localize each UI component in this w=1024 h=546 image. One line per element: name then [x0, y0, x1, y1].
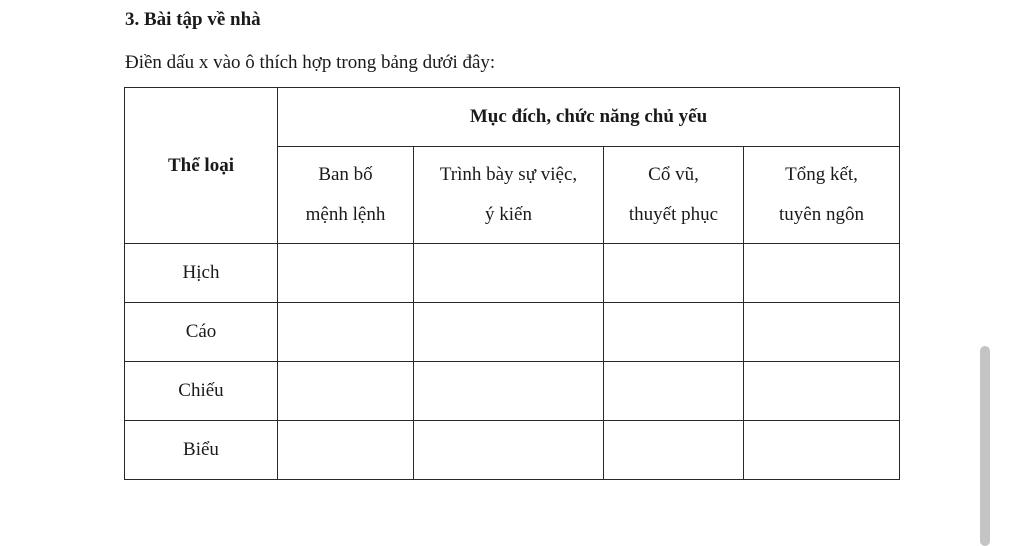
- table-row: [125, 303, 900, 362]
- mark-cell[interactable]: [414, 303, 604, 362]
- table-row: [125, 421, 900, 480]
- mark-cell[interactable]: [414, 362, 604, 421]
- column-header-tong-ket-tuyen-ngon: [744, 147, 900, 244]
- mark-cell[interactable]: [604, 362, 744, 421]
- column-header-line1: Tổng kết,: [785, 164, 858, 185]
- purpose-column-header: Mục đích, chức năng chủ yếu: [278, 88, 900, 147]
- vertical-scrollbar-thumb[interactable]: [980, 346, 990, 546]
- column-header-line2: mệnh lệnh: [305, 204, 386, 225]
- header-row-top: [125, 88, 900, 147]
- column-header-line1: Cổ vũ,: [648, 164, 699, 185]
- column-header-line2: ý kiến: [485, 204, 532, 225]
- exercise-table: [124, 87, 900, 480]
- mark-cell[interactable]: [414, 421, 604, 480]
- mark-cell[interactable]: [278, 303, 414, 362]
- column-header-line2: tuyên ngôn: [779, 204, 864, 225]
- mark-cell[interactable]: [414, 244, 604, 303]
- mark-cell[interactable]: [278, 244, 414, 303]
- mark-cell[interactable]: [744, 303, 900, 362]
- column-header-ban-bo-menh-lenh: [278, 147, 414, 244]
- homework-heading: 3. Bài tập về nhà: [125, 9, 261, 30]
- column-header-co-vu-thuyet-phuc: [604, 147, 744, 244]
- instruction-text: Điền dấu x vào ô thích hợp trong bảng dưới đây:: [125, 52, 496, 73]
- table-row: [125, 244, 900, 303]
- mark-cell[interactable]: [604, 303, 744, 362]
- column-header-line1: Ban bố: [318, 164, 373, 185]
- column-header-line1: Trình bày sự việc,: [439, 164, 578, 185]
- genre-cell-hich: Hịch: [125, 244, 278, 303]
- column-header-line2: thuyết phục: [628, 204, 719, 225]
- column-header-trinh-bay-su-viec: [414, 147, 604, 244]
- genre-cell-cao: Cáo: [125, 303, 278, 362]
- genre-column-header: Thể loại: [125, 88, 278, 244]
- mark-cell[interactable]: [604, 244, 744, 303]
- mark-cell[interactable]: [604, 421, 744, 480]
- genre-cell-bieu: Biểu: [125, 421, 278, 480]
- table-row: [125, 362, 900, 421]
- mark-cell[interactable]: [278, 362, 414, 421]
- mark-cell[interactable]: [744, 362, 900, 421]
- mark-cell[interactable]: [278, 421, 414, 480]
- mark-cell[interactable]: [744, 421, 900, 480]
- mark-cell[interactable]: [744, 244, 900, 303]
- genre-cell-chieu: Chiếu: [125, 362, 278, 421]
